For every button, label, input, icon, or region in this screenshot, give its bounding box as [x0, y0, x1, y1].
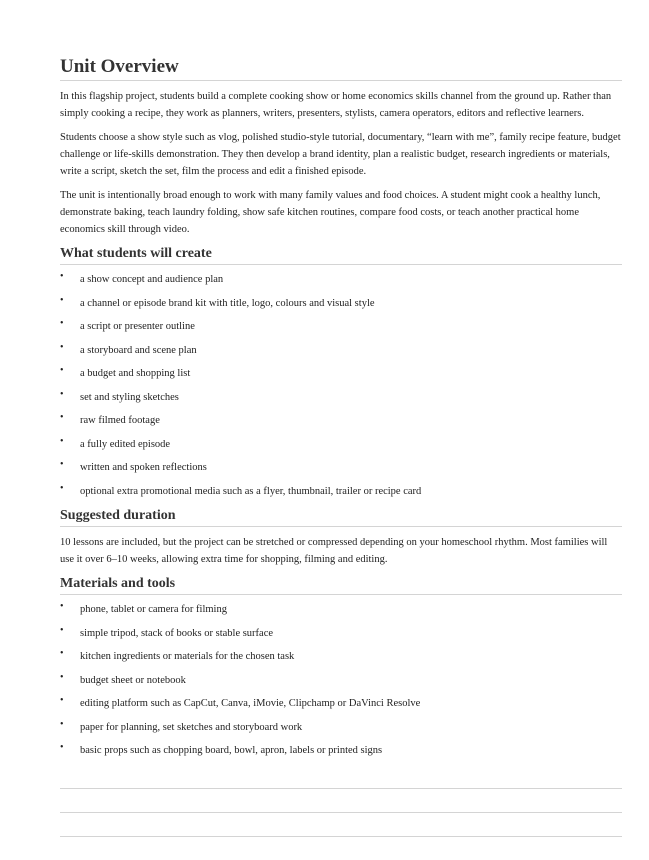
- list-item: [60, 273, 622, 297]
- list-item-text: a budget and shopping list: [80, 368, 191, 379]
- note-line: [60, 812, 622, 813]
- list-item: [60, 435, 622, 462]
- list-item: [60, 718, 622, 745]
- list-item: [60, 367, 622, 391]
- list-item-text: editing platform such as CapCut, Canva, iMovie, Clipchamp or DaVinci Resolve: [80, 698, 421, 709]
- bullet-icon: •: [60, 695, 64, 706]
- bullet-icon: •: [60, 671, 64, 683]
- create-heading: What students will create: [60, 246, 622, 265]
- bullet-icon: •: [60, 459, 64, 470]
- list-item: [60, 650, 622, 674]
- list-item-text: a script or presenter outline: [80, 321, 195, 332]
- bullet-icon: •: [60, 624, 64, 636]
- list-item: [60, 744, 622, 768]
- materials-heading: Materials and tools: [60, 576, 622, 595]
- bullet-icon: •: [60, 482, 64, 494]
- list-item-text: kitchen ingredients or materials for the chosen task: [80, 651, 295, 662]
- list-item-text: basic props such as chopping board, bowl, apron, labels or printed signs: [80, 745, 383, 756]
- bullet-icon: •: [60, 742, 64, 753]
- bullet-icon: •: [60, 718, 64, 730]
- list-item-text: a fully edited episode: [80, 438, 171, 450]
- create-list: [60, 273, 622, 508]
- list-item-text: set and styling sketches: [80, 391, 179, 403]
- bullet-icon: •: [60, 435, 64, 447]
- list-item-text: written and spoken reflections: [80, 462, 207, 473]
- list-item-text: optional extra promotional media such as a flyer, thumbnail, trailer or recipe card: [80, 485, 422, 497]
- bullet-icon: •: [60, 341, 64, 353]
- bullet-icon: •: [60, 648, 64, 659]
- bullet-icon: •: [60, 412, 64, 423]
- list-item-text: budget sheet or notebook: [80, 674, 186, 686]
- list-item-text: a channel or episode brand kit with title, logo, colours and visual style: [80, 297, 375, 309]
- list-item: [60, 414, 622, 438]
- list-item: [60, 320, 622, 344]
- list-item: [60, 294, 622, 321]
- materials-section: [60, 576, 622, 768]
- note-line: [60, 836, 622, 837]
- note-lines: [60, 788, 622, 860]
- list-item-text: a storyboard and scene plan: [80, 344, 197, 356]
- overview-paragraph-1: In this flagship project, students build a complete cooking show or home economics skills channel from the ground up. Rather than simply cooking a recipe, they work as planners, writers, presenters, stylists, camera operators, editors and reflective learners.: [60, 91, 612, 119]
- unit-overview-heading: Unit Overview: [60, 56, 622, 81]
- bullet-icon: •: [60, 601, 64, 612]
- list-item-text: phone, tablet or camera for filming: [80, 604, 227, 615]
- create-section: [60, 246, 622, 508]
- duration-section: [60, 508, 622, 568]
- list-item-text: a show concept and audience plan: [80, 274, 224, 285]
- list-item: [60, 388, 622, 415]
- bullet-icon: •: [60, 365, 64, 376]
- bullet-icon: •: [60, 388, 64, 400]
- list-item-text: simple tripod, stack of books or stable surface: [80, 627, 274, 639]
- overview-paragraph-3: The unit is intentionally broad enough to work with many family values and food choices. A student might cook a healthy lunch, demonstrate baking, teach laundry folding, show safe kitchen routines, compare food costs, or teach another practical home economics skill through video.: [60, 190, 601, 235]
- overview-paragraph-2: Students choose a show style such as vlog, polished studio-style tutorial, documentary, “learn with me”, family recipe feature, budget challenge or life-skills demonstration. They then develop a brand identity, plan a realistic budget, research ingredients or materials, write a script, sketch the set, film the process and edit a finished episode.: [60, 132, 621, 177]
- note-line: [60, 788, 622, 789]
- list-item: [60, 697, 622, 721]
- bullet-icon: •: [60, 294, 64, 306]
- bullet-icon: •: [60, 271, 64, 282]
- list-item: [60, 482, 622, 509]
- list-item: [60, 671, 622, 698]
- duration-text: 10 lessons are included, but the project can be stretched or compressed depending on your homeschool rhythm. Most families will use it over 6–10 weeks, allowing extra time for shopping, filming and editing.: [60, 537, 608, 565]
- list-item: [60, 341, 622, 368]
- list-item-text: paper for planning, set sketches and storyboard work: [80, 721, 303, 733]
- list-item-text: raw filmed footage: [80, 415, 160, 426]
- bullet-icon: •: [60, 318, 64, 329]
- duration-heading: Suggested duration: [60, 508, 622, 527]
- list-item: [60, 461, 622, 485]
- list-item: [60, 624, 622, 651]
- list-item: [60, 603, 622, 627]
- materials-list: [60, 603, 622, 768]
